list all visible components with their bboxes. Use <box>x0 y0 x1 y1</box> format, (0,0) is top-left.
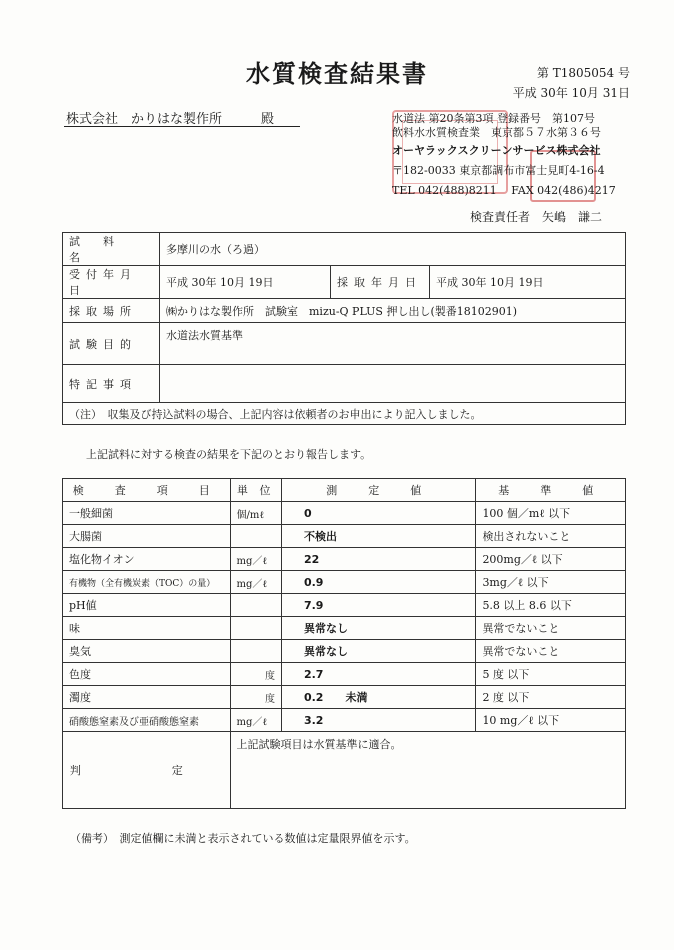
label-sampling-place: 採取場所 <box>63 299 160 323</box>
lab-phone: TEL 042(488)8211 FAX 042(486)4217 <box>392 184 616 197</box>
row-standard: 10 mg／ℓ 以下 <box>476 709 626 732</box>
row-item: 味 <box>63 617 231 640</box>
row-item: 有機物（全有機炭素（TOC）の量） <box>63 571 231 594</box>
table-row <box>63 548 626 571</box>
lab-address: 〒182-0033 東京都調布市富士見町4-16-4 <box>392 164 605 177</box>
label-received-date: 受付年月日 <box>63 266 160 299</box>
label-sampled-date: 採取年月日 <box>331 266 430 299</box>
row-value: 不検出 <box>281 525 475 548</box>
row-item: 塩化物イオン <box>63 548 231 571</box>
test-purpose: 水道法水質基準 <box>160 323 626 365</box>
row-standard: 検出されないこと <box>476 525 626 548</box>
doc-number: 第 T1805054 号 <box>536 66 630 80</box>
header-item: 検 査 項 目 <box>63 479 231 502</box>
row-item: 色度 <box>63 663 231 686</box>
header-standard: 基 準 値 <box>476 479 626 502</box>
label-sample-name: 試 料 名 <box>63 233 160 266</box>
lab-license: 飲料水水質検査業 東京都５７水第３６号 <box>392 126 601 139</box>
lab-registration: 水道法 第20条第3項 登録番号 第107号 <box>392 112 595 125</box>
row-item: 臭気 <box>63 640 231 663</box>
sampling-place: ㈱かりはな製作所 試験室 mizu-Q PLUS 押し出し(製番18102901) <box>160 299 626 323</box>
row-standard: 5.8 以上 8.6 以下 <box>476 594 626 617</box>
received-date: 平成 30年 10月 19日 <box>160 266 331 299</box>
row-item: 硝酸態窒素及び亜硝酸態窒素 <box>63 709 231 732</box>
row-value: 22 <box>281 548 475 571</box>
report-intro: 上記試料に対する検査の結果を下記のとおり報告します。 <box>86 448 372 461</box>
row-standard: 異常でないこと <box>476 640 626 663</box>
results-table <box>62 478 626 809</box>
header-value: 測 定 値 <box>281 479 475 502</box>
row-value: 0.9 <box>281 571 475 594</box>
table-row <box>63 640 626 663</box>
row-unit: 度 <box>230 663 281 686</box>
row-item: pH値 <box>63 594 231 617</box>
judgment: 上記試験項目は水質基準に適合。 <box>230 732 625 809</box>
sample-info-table <box>62 232 626 425</box>
table-row <box>63 571 626 594</box>
judgment-label: 判 定 <box>63 732 231 809</box>
sample-note: （注） 収集及び持込試料の場合、上記内容は依頼者のお申出により記入しました。 <box>63 403 626 425</box>
row-value: 3.2 <box>281 709 475 732</box>
inspector: 検査責任者 矢嶋 謙二 <box>470 210 603 224</box>
row-unit: mg／ℓ <box>230 571 281 594</box>
table-row <box>63 709 626 732</box>
page-title: 水質検査結果書 <box>246 59 428 88</box>
row-standard: 5 度 以下 <box>476 663 626 686</box>
row-standard: 100 個／mℓ 以下 <box>476 502 626 525</box>
table-row <box>63 594 626 617</box>
issue-date: 平成 30年 10月 31日 <box>512 86 630 100</box>
table-row <box>63 502 626 525</box>
table-row <box>63 525 626 548</box>
row-standard: 3mg／ℓ 以下 <box>476 571 626 594</box>
row-standard: 異常でないこと <box>476 617 626 640</box>
row-value: 7.9 <box>281 594 475 617</box>
row-value: 0.2 未満 <box>281 686 475 709</box>
row-unit <box>230 617 281 640</box>
client-name: 株式会社 かりはな製作所 殿 <box>66 112 275 127</box>
row-unit <box>230 594 281 617</box>
row-item: 濁度 <box>63 686 231 709</box>
row-standard: 2 度 以下 <box>476 686 626 709</box>
row-unit: mg／ℓ <box>230 548 281 571</box>
row-standard: 200mg／ℓ 以下 <box>476 548 626 571</box>
header-unit: 単 位 <box>230 479 281 502</box>
lab-company: オーヤラックスクリーンサービス株式会社 <box>392 144 601 157</box>
row-item: 一般細菌 <box>63 502 231 525</box>
client-underline <box>64 126 300 127</box>
row-item: 大腸菌 <box>63 525 231 548</box>
table-row <box>63 617 626 640</box>
row-unit <box>230 640 281 663</box>
row-value: 0 <box>281 502 475 525</box>
label-remarks: 特記事項 <box>63 365 160 403</box>
sampled-date: 平成 30年 10月 19日 <box>430 266 626 299</box>
sample-name: 多摩川の水（ろ過） <box>160 233 626 266</box>
row-value: 異常なし <box>281 640 475 663</box>
row-unit: 度 <box>230 686 281 709</box>
row-unit <box>230 525 281 548</box>
row-unit: 個/mℓ <box>230 502 281 525</box>
footnote: （備考） 測定値欄に未満と表示されている数値は定量限界値を示す。 <box>70 832 416 845</box>
remarks <box>160 365 626 403</box>
row-unit: mg／ℓ <box>230 709 281 732</box>
row-value: 異常なし <box>281 617 475 640</box>
table-row <box>63 663 626 686</box>
row-value: 2.7 <box>281 663 475 686</box>
table-row <box>63 686 626 709</box>
label-test-purpose: 試験目的 <box>63 323 160 365</box>
